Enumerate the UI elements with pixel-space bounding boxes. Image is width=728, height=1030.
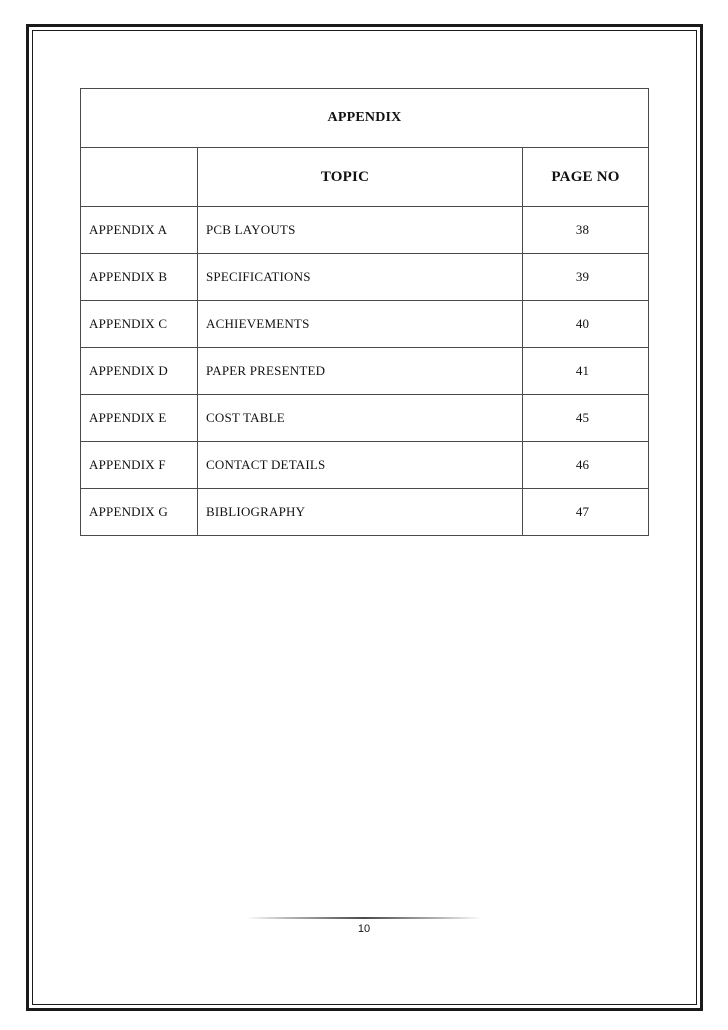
appendix-page: 47 bbox=[523, 489, 649, 536]
appendix-code: APPENDIX F bbox=[81, 442, 198, 489]
appendix-topic: CONTACT DETAILS bbox=[198, 442, 523, 489]
appendix-page: 39 bbox=[523, 254, 649, 301]
table-row bbox=[81, 489, 649, 536]
appendix-page: 46 bbox=[523, 442, 649, 489]
appendix-table bbox=[80, 88, 649, 536]
table-title: APPENDIX bbox=[81, 89, 649, 148]
page-number: 10 bbox=[357, 923, 371, 935]
column-header-topic: TOPIC bbox=[198, 148, 523, 207]
appendix-topic: SPECIFICATIONS bbox=[198, 254, 523, 301]
column-header-page: PAGE NO bbox=[523, 148, 649, 207]
appendix-code: APPENDIX G bbox=[81, 489, 198, 536]
appendix-topic: PAPER PRESENTED bbox=[198, 348, 523, 395]
appendix-topic: PCB LAYOUTS bbox=[198, 207, 523, 254]
table-row bbox=[81, 301, 649, 348]
table-title-row bbox=[81, 89, 649, 148]
appendix-code: APPENDIX D bbox=[81, 348, 198, 395]
appendix-topic: COST TABLE bbox=[198, 395, 523, 442]
footer-rule bbox=[246, 917, 482, 919]
appendix-code: APPENDIX C bbox=[81, 301, 198, 348]
appendix-topic: BIBLIOGRAPHY bbox=[198, 489, 523, 536]
table-row bbox=[81, 254, 649, 301]
appendix-page: 40 bbox=[523, 301, 649, 348]
appendix-code: APPENDIX E bbox=[81, 395, 198, 442]
table-row bbox=[81, 395, 649, 442]
table-row bbox=[81, 442, 649, 489]
column-header-code bbox=[81, 148, 198, 207]
appendix-page: 41 bbox=[523, 348, 649, 395]
appendix-page: 38 bbox=[523, 207, 649, 254]
table-row bbox=[81, 348, 649, 395]
appendix-page: 45 bbox=[523, 395, 649, 442]
table-header-row bbox=[81, 148, 649, 207]
table-row bbox=[81, 207, 649, 254]
appendix-topic: ACHIEVEMENTS bbox=[198, 301, 523, 348]
appendix-code: APPENDIX B bbox=[81, 254, 198, 301]
appendix-code: APPENDIX A bbox=[81, 207, 198, 254]
